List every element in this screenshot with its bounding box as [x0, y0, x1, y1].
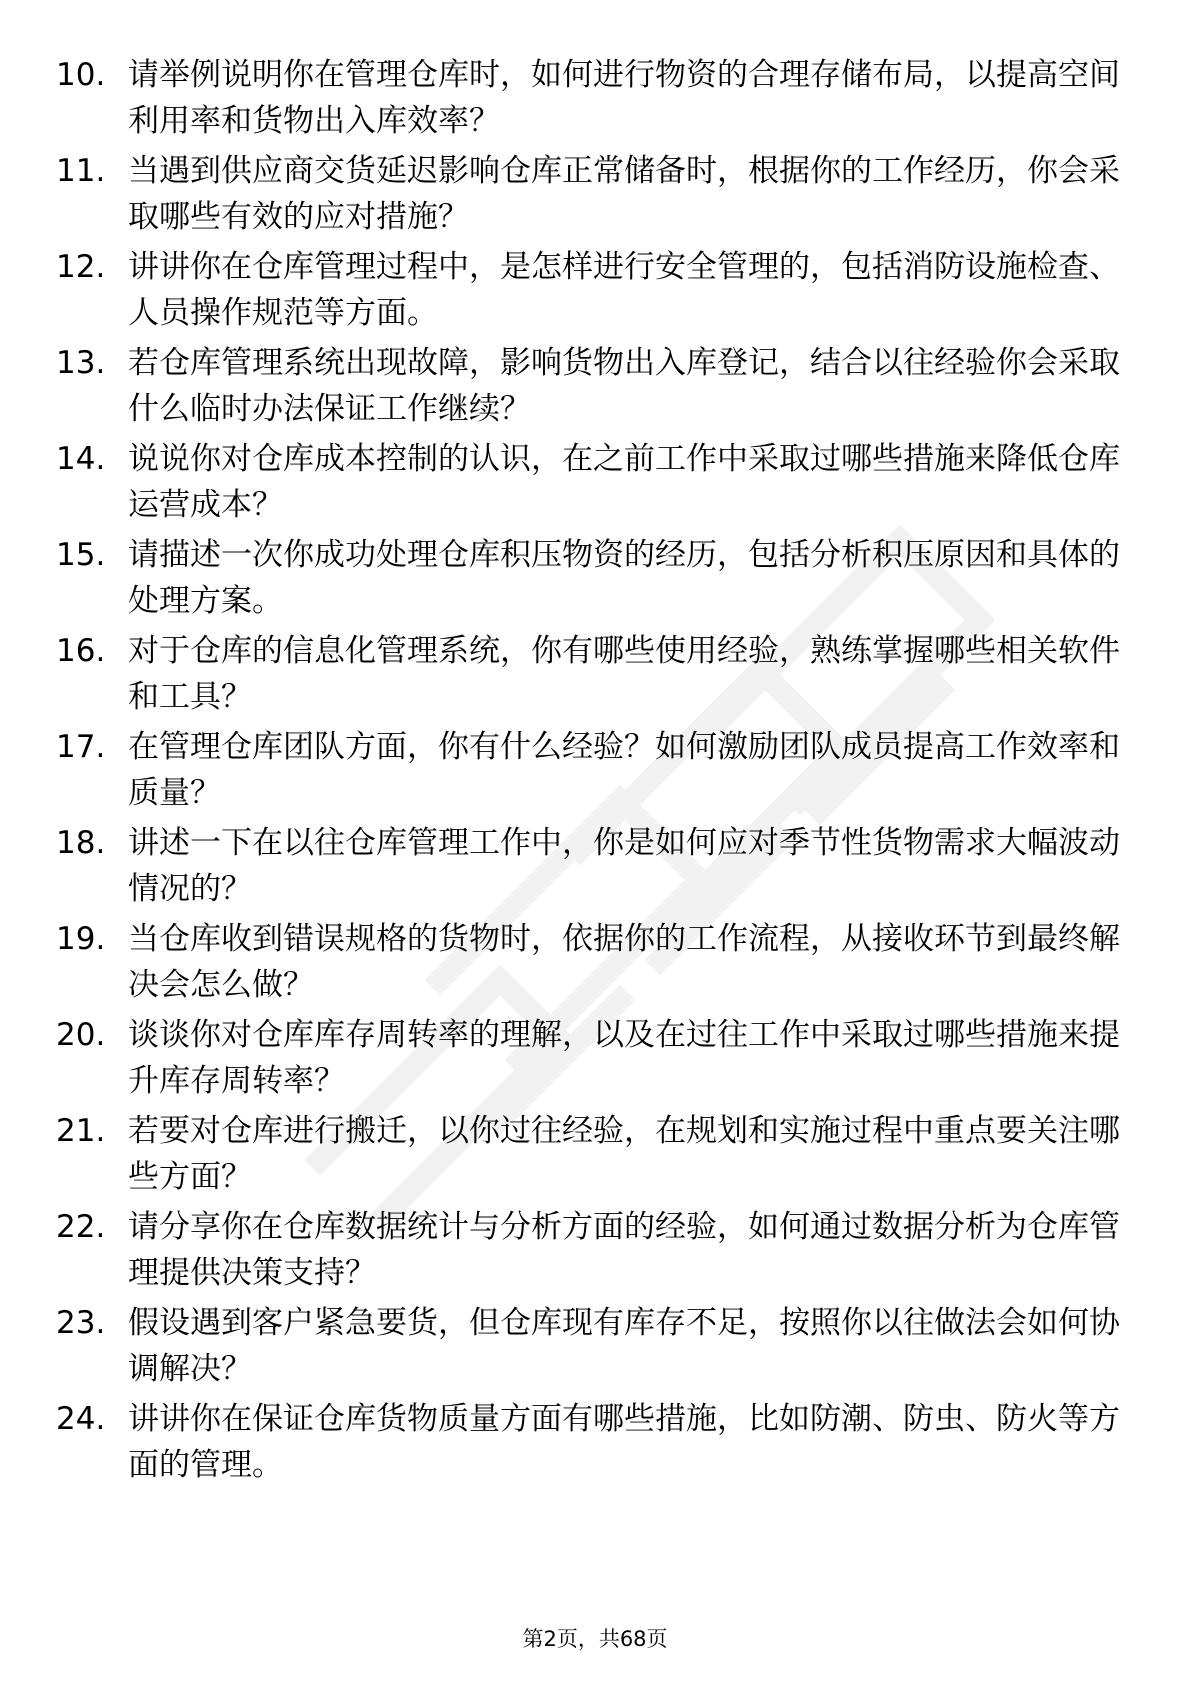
question-text: 当遇到供应商交货延迟影响仓库正常储备时，根据你的工作经历，你会采取哪些有效的应对措施？ [128, 153, 1120, 235]
question-item [56, 244, 1131, 340]
question-number: 10. [56, 57, 106, 93]
question-number: 17. [56, 729, 106, 765]
question-number: 23. [56, 1305, 106, 1341]
question-item [56, 916, 1131, 1012]
question-item [56, 628, 1131, 724]
question-number: 24. [56, 1401, 106, 1437]
question-item [56, 1012, 1131, 1108]
page-footer: 第2页，共68页 [522, 1627, 668, 1651]
question-text: 请分享你在仓库数据统计与分析方面的经验，如何通过数据分析为仓库管理提供决策支持？ [128, 1209, 1120, 1291]
question-item [56, 148, 1131, 244]
question-text: 说说你对仓库成本控制的认识，在之前工作中采取过哪些措施来降低仓库运营成本？ [128, 441, 1120, 523]
question-item [56, 1396, 1131, 1492]
question-number: 14. [56, 441, 106, 477]
question-text: 若仓库管理系统出现故障，影响货物出入库登记，结合以往经验你会采取什么临时办法保证工作继续？ [128, 345, 1120, 427]
question-number: 18. [56, 825, 106, 861]
question-number: 22. [56, 1209, 106, 1245]
question-number: 12. [56, 249, 106, 285]
question-item [56, 820, 1131, 916]
question-item [56, 1204, 1131, 1300]
question-number: 11. [56, 153, 106, 189]
question-item [56, 340, 1131, 436]
question-text: 讲讲你在仓库管理过程中，是怎样进行安全管理的，包括消防设施检查、人员操作规范等方面。 [128, 249, 1120, 331]
question-text: 在管理仓库团队方面，你有什么经验？如何激励团队成员提高工作效率和质量？ [128, 729, 1120, 811]
question-number: 19. [56, 921, 106, 957]
question-text: 谈谈你对仓库库存周转率的理解，以及在过往工作中采取过哪些措施来提升库存周转率？ [128, 1017, 1120, 1099]
question-text: 请举例说明你在管理仓库时，如何进行物资的合理存储布局，以提高空间利用率和货物出入库效率？ [128, 57, 1120, 139]
question-text: 若要对仓库进行搬迁，以你过往经验，在规划和实施过程中重点要关注哪些方面？ [128, 1113, 1120, 1195]
question-text: 讲述一下在以往仓库管理工作中，你是如何应对季节性货物需求大幅波动情况的？ [128, 825, 1120, 907]
question-number: 15. [56, 537, 106, 573]
question-item [56, 532, 1131, 628]
question-text: 讲讲你在保证仓库货物质量方面有哪些措施，比如防潮、防虫、防火等方面的管理。 [128, 1401, 1120, 1483]
question-item [56, 724, 1131, 820]
question-text: 假设遇到客户紧急要货，但仓库现有库存不足，按照你以往做法会如何协调解决？ [128, 1305, 1120, 1387]
question-list [56, 52, 1131, 1492]
question-number: 20. [56, 1017, 106, 1053]
question-number: 13. [56, 345, 106, 381]
question-number: 16. [56, 633, 106, 669]
question-text: 当仓库收到错误规格的货物时，依据你的工作流程，从接收环节到最终解决会怎么做？ [128, 921, 1120, 1003]
question-item [56, 436, 1131, 532]
question-item [56, 1108, 1131, 1204]
question-text: 请描述一次你成功处理仓库积压物资的经历，包括分析积压原因和具体的处理方案。 [128, 537, 1120, 619]
question-text: 对于仓库的信息化管理系统，你有哪些使用经验，熟练掌握哪些相关软件和工具？ [128, 633, 1120, 715]
question-item [56, 52, 1131, 148]
question-number: 21. [56, 1113, 106, 1149]
question-item [56, 1300, 1131, 1396]
